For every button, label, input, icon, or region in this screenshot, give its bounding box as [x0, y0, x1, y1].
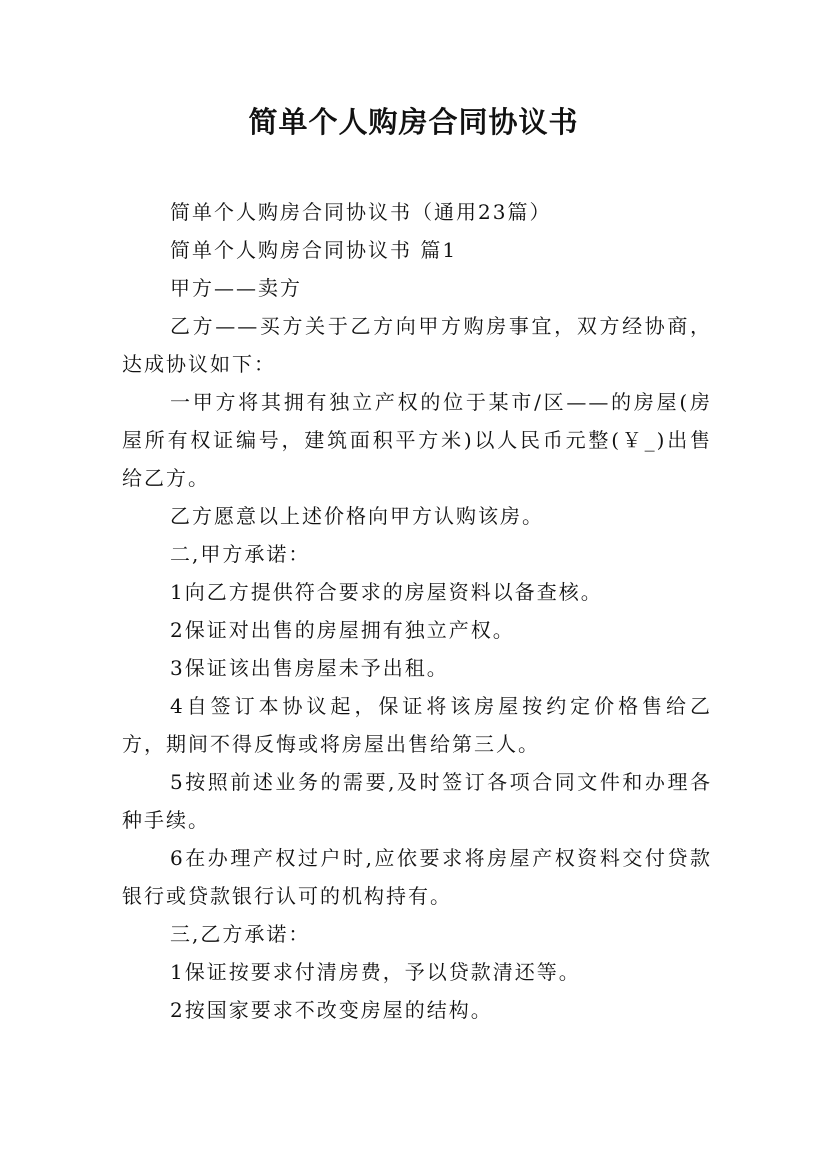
paragraph: 2按国家要求不改变房屋的结构。 — [170, 998, 493, 1022]
paragraph: 三,乙方承诺： — [170, 922, 311, 946]
paragraph: 4自签订本协议起，保证将该房屋按约定价格售给乙方，期间不得反悔或将房屋出售给第三人。 — [122, 694, 712, 756]
paragraph: 5按照前述业务的需要,及时签订各项合同文件和办理各种手续。 — [122, 770, 712, 832]
paragraph: 1保证按要求付清房费，予以贷款清还等。 — [170, 960, 581, 984]
paragraph: 二,甲方承诺： — [170, 542, 311, 566]
paragraph: 甲方——卖方 — [170, 276, 302, 300]
document-body — [122, 193, 712, 1029]
paragraph: 简单个人购房合同协议书（通用23篇） — [170, 200, 552, 224]
document-title: 简单个人购房合同协议书 — [248, 105, 579, 139]
paragraph: 简单个人购房合同协议书 篇1 — [170, 238, 458, 262]
paragraph: 1向乙方提供符合要求的房屋资料以备查核。 — [170, 580, 603, 604]
paragraph: 一甲方将其拥有独立产权的位于某市/区——的房屋(房屋所有权证编号，建筑面积平方米)以人民币元整(￥_)出售给乙方。 — [122, 390, 712, 490]
paragraph: 2保证对出售的房屋拥有独立产权。 — [170, 618, 515, 642]
paragraph: 乙方愿意以上述价格向甲方认购该房。 — [170, 504, 544, 528]
paragraph: 3保证该出售房屋未予出租。 — [170, 656, 449, 680]
paragraph: 乙方——买方关于乙方向甲方购房事宜，双方经协商，达成协议如下： — [122, 314, 712, 376]
paragraph: 6在办理产权过户时,应依要求将房屋产权资料交付贷款银行或贷款银行认可的机构持有。 — [122, 846, 712, 908]
